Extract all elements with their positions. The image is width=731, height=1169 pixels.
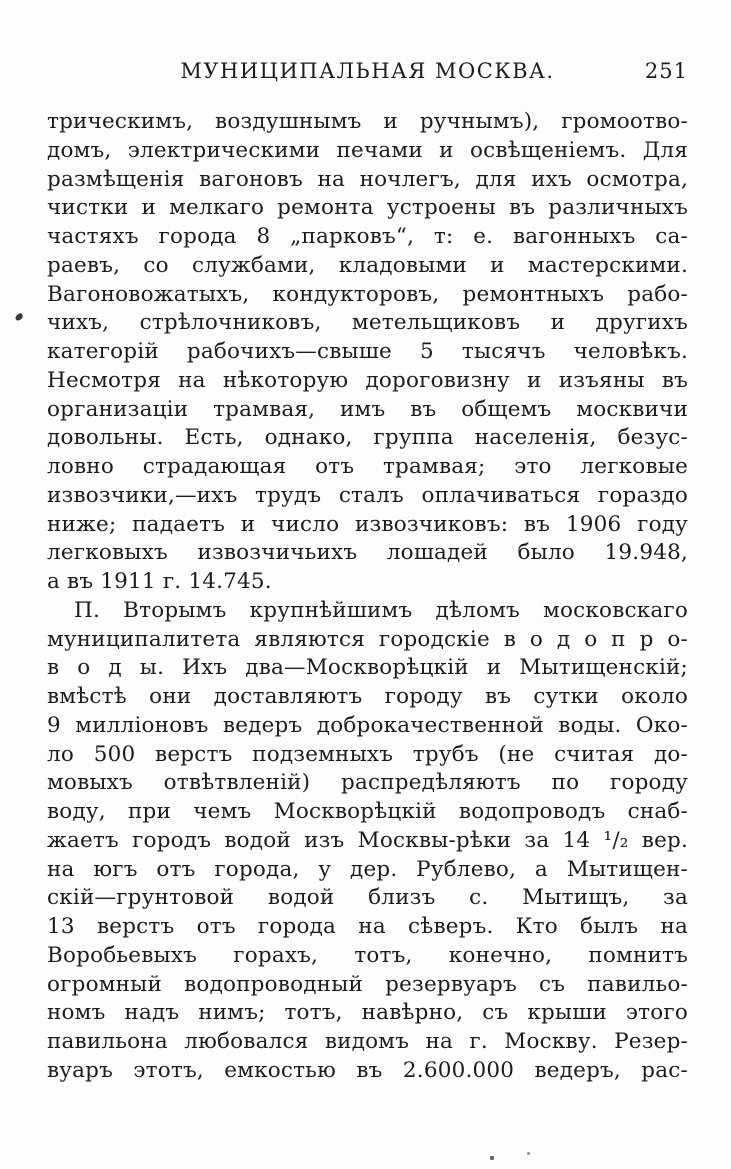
ink-speck bbox=[490, 1156, 494, 1160]
text-line: Вагоновожатыхъ, кондукторовъ, ремонтныхъ рабо- bbox=[47, 281, 688, 307]
text-line: трическимъ, воздушнымъ и ручнымъ), громоотво- bbox=[47, 109, 688, 134]
ink-speck bbox=[527, 1152, 530, 1155]
text-line: а въ 1911 г. 14.745. bbox=[47, 569, 272, 594]
text-line: организаціи трамвая, имъ въ общемъ москвичи bbox=[47, 396, 688, 422]
running-header bbox=[47, 57, 688, 85]
margin-ink-speck bbox=[14, 313, 24, 322]
text-line: категорій рабочихъ—свыше 5 тысячъ человѣкъ. bbox=[47, 339, 688, 364]
text-line: жаетъ городъ водой изъ Москвы-рѣки за 14 ¹/₂ вер. bbox=[47, 827, 688, 853]
text-line: Несмотря на нѣкоторую дороговизну и изъяны въ bbox=[47, 367, 688, 393]
text-line: ловно страдающая отъ трамвая; это легковые bbox=[47, 454, 688, 479]
text-line: частяхъ города 8 „парковъ“, т: е. вагонныхъ са- bbox=[47, 224, 688, 249]
text-line: размѣщенія вагоновъ на ночлегъ, для ихъ осмотра, bbox=[47, 166, 688, 192]
text-line: 13 верстъ отъ города на сѣверъ. Кто былъ на bbox=[47, 914, 688, 939]
text-line: в о д ы. Ихъ два—Москворѣцкій и Мытищенскій; bbox=[47, 655, 688, 681]
text-line: на югъ отъ города, у дер. Рублево, а Мытищен- bbox=[47, 856, 688, 882]
text-line: номъ надъ нимъ; тотъ, навѣрно, съ крыши этого bbox=[47, 1000, 688, 1026]
text-line: довольны. Есть, однако, группа населенія, безус- bbox=[47, 425, 688, 451]
text-line: Воробьевыхъ горахъ, тотъ, конечно, помнитъ bbox=[47, 942, 688, 968]
text-line: легковыхъ извозчичьихъ лошадей было 19.948, bbox=[47, 540, 688, 566]
text-line: извозчики,—ихъ трудъ сталъ оплачиваться гораздо bbox=[47, 482, 688, 508]
page-title: МУНИЦИПАЛЬНАЯ МОСКВА. bbox=[180, 59, 555, 83]
page-number: 251 bbox=[644, 59, 688, 83]
text-line: воду, при чемъ Москворѣцкій водопроводъ снаб- bbox=[47, 799, 688, 824]
text-line: ло 500 верстъ подземныхъ трубъ (не считая до- bbox=[47, 741, 688, 767]
text-line: домъ, электрическими печами и освѣщеніемъ. Для bbox=[47, 137, 688, 163]
text-line: мовыхъ отвѣтвленій) распредѣляютъ по городу bbox=[47, 770, 688, 796]
text-line: огромный водопроводный резервуаръ съ павильо- bbox=[47, 971, 688, 997]
body-text bbox=[47, 108, 688, 1086]
text-line: вмѣстѣ они доставляютъ городу въ сутки около bbox=[47, 684, 688, 709]
text-line: раевъ, со службами, кладовыми и мастерскими. bbox=[47, 252, 688, 278]
text-line: чистки и мелкаго ремонта устроены въ различныхъ bbox=[47, 195, 688, 221]
text-line: 9 милліоновъ ведеръ доброкачественной воды. Око- bbox=[47, 712, 688, 738]
text-line: скій—грунтовой водой близъ с. Мытищъ, за bbox=[47, 885, 688, 911]
text-line: вуаръ этотъ, емкостью въ 2.600.000 ведеръ, рас- bbox=[47, 1057, 688, 1083]
text-line: чихъ, стрѣлочниковъ, метельщиковъ и другихъ bbox=[47, 310, 688, 336]
text-line: муниципалитета являются городскіе в о д о п р о- bbox=[47, 626, 688, 652]
text-line: ниже; падаетъ и число извозчиковъ: въ 1906 году bbox=[47, 511, 688, 537]
text-line: П. Вторымъ крупнѣйшимъ дѣломъ московскаго bbox=[74, 597, 688, 623]
text-line: павильона любовался видомъ на г. Москву. Резер- bbox=[47, 1029, 688, 1054]
